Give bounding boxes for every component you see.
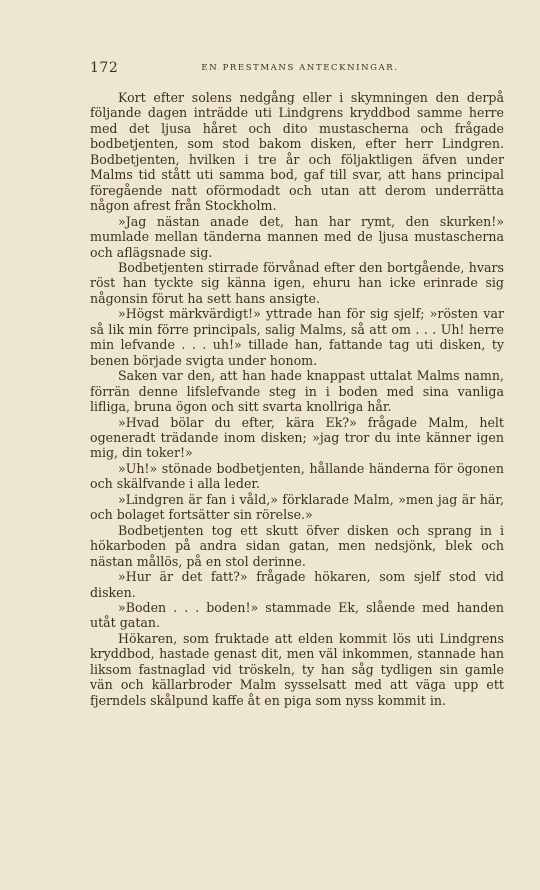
paragraph: Kort efter solens nedgång eller i skymningen den derpå följande dagen inträdde uti Lindgrens kryddbod samme herre med det ljusa håret och dito mustascherna och frågade bodbetjenten, som stod bakom disken, efter herr Lindgren. Bodbetjenten, hvilken i tre år och följaktligen äfven under Malms tid stått uti samma bod, gaf till svar, att hans principal föregående natt oförmodadt och utan att derom underrätta någon afrest från Stockholm. [90,90,504,214]
paragraph: »Hvad bölar du efter, kära Ek?» frågade Malm, helt ogeneradt trädande inom disken; »jag tror du inte känner igen mig, din toker!» [90,414,504,461]
body-text [90,90,504,708]
paragraph: »Boden . . . boden!» stammade Ek, slående med handen utåt gatan. [90,599,504,631]
running-title: EN PRESTMANS ANTECKNINGAR. [201,63,399,73]
paragraph: »Hur är det fatt?» frågade hökaren, som sjelf stod vid disken. [90,569,504,600]
page-header [0,58,540,80]
paragraph: »Högst märkvärdigt!» yttrade han för sig sjelf; »rösten var så lik min förre principals, salig Malms, så att om . . . Uh! herre min lefvande . . . uh!» tillade han, fattande tag uti disken, ty benen började svigta under honom. [90,306,504,368]
paragraph: Hökaren, som fruktade att elden kommit lös uti Lindgrens kryddbod, hastade genast dit, men väl inkommen, stannade han liksom fastnaglad vid tröskeln, ty han såg tydligen sin gamle vän och källarbroder Malm sysselsatt med att väga upp ett fjerndels skålpund kaffe åt en piga som nyss kommit in. [90,630,504,708]
paragraph: »Jag nästan anade det, han har rymt, den skurken!» mumlade mellan tänderna mannen med de ljusa mustascherna och aflägsnade sig. [90,213,504,260]
paragraph: Bodbetjenten stirrade förvånad efter den bortgående, hvars röst han tyckte sig känna igen, ehuru han icke erinrade sig någonsin förut ha sett hans ansigte. [90,259,504,306]
paragraph: »Lindgren är fan i våld,» förklarade Malm, »men jag är här, och bolaget fortsätter sin rörelse.» [90,491,504,523]
paragraph: »Uh!» stönade bodbetjenten, hållande händerna för ögonen och skälfvande i alla leder. [90,460,504,492]
page-number: 172 [90,60,119,76]
paragraph: Saken var den, att han hade knappast uttalat Malms namn, förrän denne lifslefvande steg in i boden med sina vanliga lifliga, bruna ögon och sitt svarta knollriga hår. [90,368,504,415]
paragraph: Bodbetjenten tog ett skutt öfver disken och sprang in i hökarboden på andra sidan gatan, men nedsjönk, blek och nästan mållös, på en stol derinne. [90,522,504,569]
